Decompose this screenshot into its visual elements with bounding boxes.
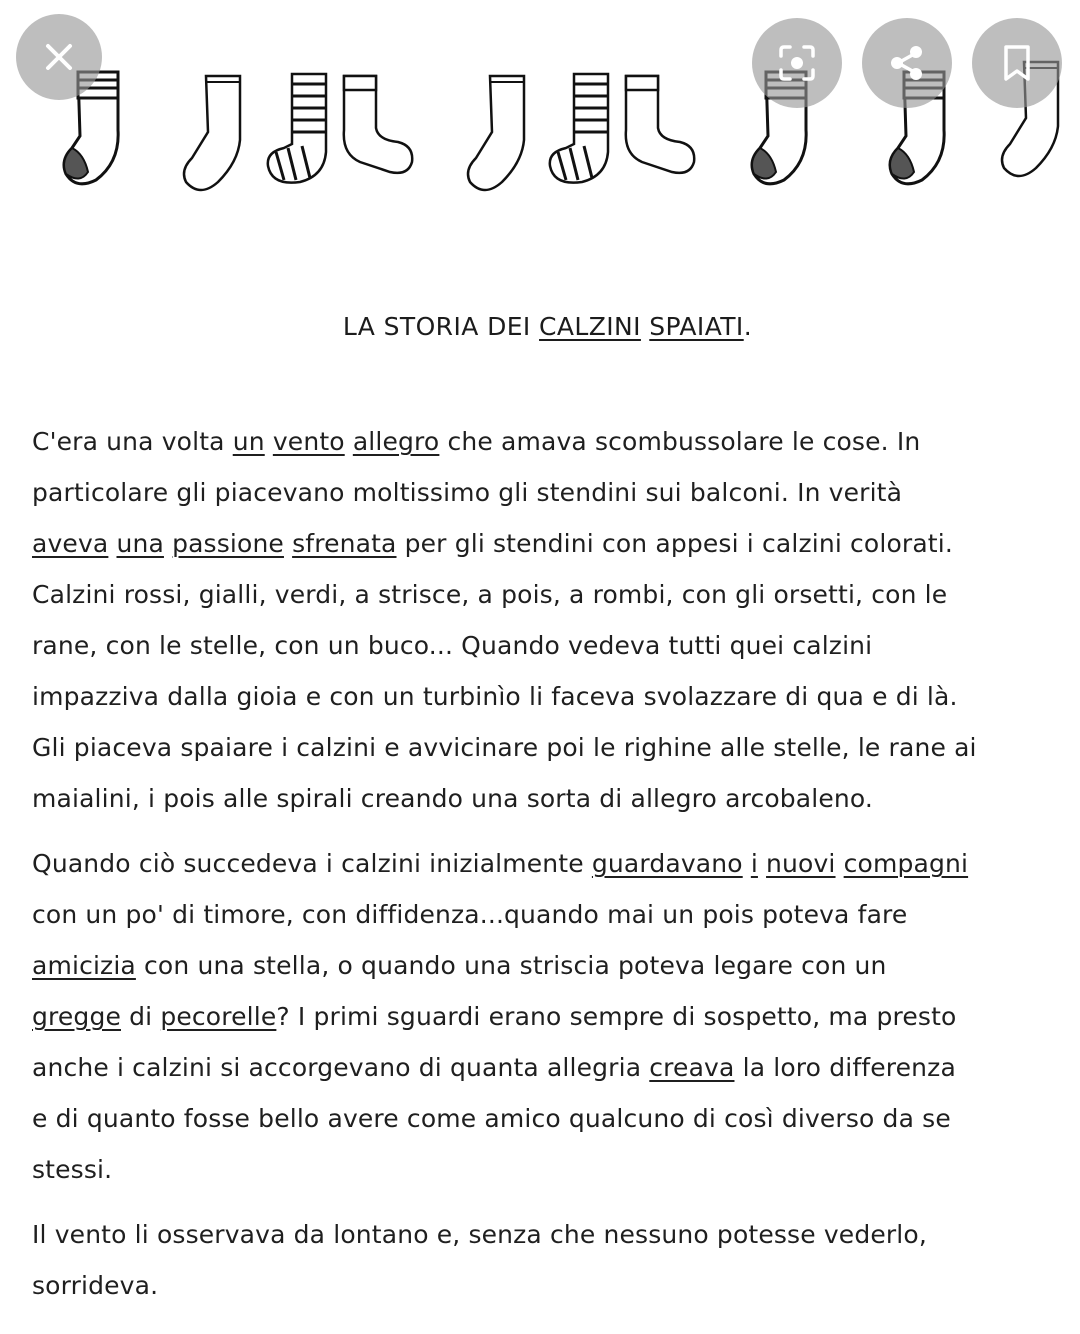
sock-plain-icon bbox=[178, 70, 250, 196]
paragraph-spacer bbox=[32, 1195, 1077, 1209]
text-line: sorrideva. bbox=[32, 1271, 159, 1300]
title-underlined-word: CALZINI bbox=[539, 312, 641, 341]
text-line: con un po' di timore, con diffidenza...quando mai un pois poteva fare bbox=[32, 900, 908, 929]
text-line: aveva una passione sfrenata per gli stendini con appesi i calzini colorati. bbox=[32, 529, 953, 558]
text-line: rane, con le stelle, con un buco... Quando vedeva tutti quei calzini bbox=[32, 631, 873, 660]
close-icon bbox=[39, 37, 79, 77]
text-line: Gli piaceva spaiare i calzini e avvicinare poi le righine alle stelle, le rane ai bbox=[32, 733, 977, 762]
paragraph-2 bbox=[32, 838, 1077, 1195]
story-text bbox=[32, 416, 1077, 1311]
text-line: Quando ciò succedeva i calzini inizialmente guardavano i nuovi compagni bbox=[32, 849, 969, 878]
title-underlined-word: SPAIATI bbox=[649, 312, 744, 341]
text-line: Calzini rossi, gialli, verdi, a strisce, a pois, a rombi, con gli orsetti, con le bbox=[32, 580, 948, 609]
text-line: C'era una volta un vento allegro che amava scombussolare le cose. In bbox=[32, 427, 921, 456]
lens-button[interactable] bbox=[752, 18, 842, 108]
paragraph-3 bbox=[32, 1209, 1077, 1311]
story-title: LA STORIA DEI CALZINI SPAIATI. bbox=[342, 312, 753, 341]
text-line: particolare gli piacevano moltissimo gli stendini sui balconi. In verità bbox=[32, 478, 903, 507]
share-button[interactable] bbox=[862, 18, 952, 108]
lens-icon bbox=[775, 41, 819, 85]
sock-plain-icon bbox=[462, 70, 534, 196]
text-line: amicizia con una stella, o quando una striscia poteva legare con un bbox=[32, 951, 887, 980]
text-line: Il vento li osservava da lontano e, senza che nessuno potesse vederlo, bbox=[32, 1220, 927, 1249]
text-line: stessi. bbox=[32, 1155, 113, 1184]
bookmark-icon bbox=[997, 41, 1037, 85]
sock-short-icon bbox=[620, 70, 700, 180]
text-line: maialini, i pois alle spirali creando una sorta di allegro arcobaleno. bbox=[32, 784, 874, 813]
share-icon bbox=[885, 41, 929, 85]
close-button[interactable] bbox=[16, 14, 102, 100]
bookmark-button[interactable] bbox=[972, 18, 1062, 108]
paragraph-spacer bbox=[32, 824, 1077, 838]
text-line: e di quanto fosse bello avere come amico qualcuno di così diverso da se bbox=[32, 1104, 951, 1133]
text-line: impazziva dalla gioia e con un turbinìo li faceva svolazzare di qua e di là. bbox=[32, 682, 958, 711]
text-line: anche i calzini si accorgevano di quanta allegria creava la loro differenza bbox=[32, 1053, 956, 1082]
sock-striped-icon bbox=[262, 68, 334, 188]
text-line: gregge di pecorelle? I primi sguardi erano sempre di sospetto, ma presto bbox=[32, 1002, 957, 1031]
paragraph-1 bbox=[32, 416, 1077, 824]
sock-striped-icon bbox=[544, 68, 616, 188]
sock-short-icon bbox=[338, 70, 418, 180]
